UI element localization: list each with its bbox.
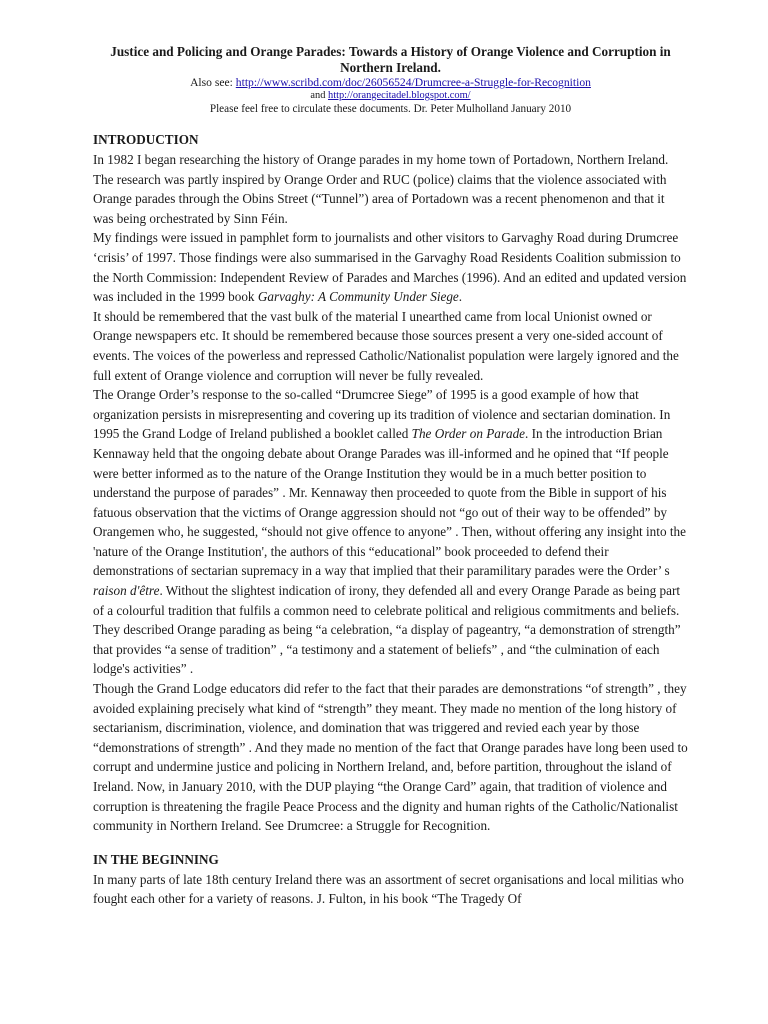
intro-p2-end: . bbox=[458, 289, 463, 305]
beginning-paragraph-1: In many parts of late 18th century Ireland there was an assortment of secret organisations and local militias who fought each other for a variety of reasons. J. Fulton, in his book “The Tragedy Of bbox=[93, 871, 684, 907]
also-see-label: Also see: bbox=[190, 76, 236, 89]
in-the-beginning-heading: IN THE BEGINNING bbox=[93, 851, 219, 867]
intro-paragraph-3: It should be remembered that the vast bulk of the material I unearthed came from local Unionist owned or Orange newspapers etc. It should be remembered because those sources present a very one-sided account of events. The voices of the powerless and repressed Catholic/Nationalist population were largely ignored and the full extent of Orange violence and corruption will never be fully revealed. bbox=[93, 308, 679, 383]
also-see-line bbox=[93, 76, 688, 90]
intro-paragraph-5: Though the Grand Lodge educators did refer to the fact that their parades are demonstrations “of strength” , they avoided explaining precisely what kind of “strength” they meant. They made no mention of the long history of sectarianism, discrimination, violence, and domination that was triggered and revied each year by those “demonstrations of strength” . And they made no mention of the fact that Orange parades have long been used to corrupt and undermine justice and policing in Northern Ireland, and, before partition, throughout the island of Ireland. Now, in January 2010, with the DUP playing “the Orange Card” again, that tradition of violence and corruption is threatening the fragile Peace Process and the dignity and human rights of the Catholic/Nationalist community in Northern Ireland. See Drumcree: a Struggle for Recognition. bbox=[93, 681, 688, 834]
introduction-heading: INTRODUCTION bbox=[93, 132, 199, 147]
scribd-link[interactable]: http://www.scribd.com/doc/26056524/Drumcree-a-Struggle-for-Recognition bbox=[235, 76, 591, 89]
document-title: Justice and Policing and Orange Parades: Towards a History of Orange Violence and Corruption in Northern Ireland. bbox=[110, 44, 671, 75]
blog-link[interactable]: http://orangecitadel.blogspot.com/ bbox=[328, 90, 471, 101]
intro-p4-text-a: The Orange Order’s response to the so-called “Drumcree Siege” of 1995 is a good example of how that organization persists in misrepresenting and covering up its tradition of violence and sectarian domination. In 1995 the Grand Lodge of Ireland published a booklet called bbox=[93, 387, 671, 442]
intro-paragraph-4 bbox=[93, 385, 688, 679]
intro-p2-text: My findings were issued in pamphlet form to journalists and other visitors to Garvaghy Road during Drumcree ‘crisis’ of 1997. Those findings were also summarised in the Garvaghy Road Residents Coalition submission to the North Commission: Independent Review of Parades and Marches (1996). And an edited and updated version was included in the 1999 book bbox=[93, 230, 687, 305]
author-note: Please feel free to circulate these documents. Dr. Peter Mulholland January 2010 bbox=[209, 103, 572, 115]
intro-paragraph-2 bbox=[93, 228, 688, 306]
and-line bbox=[93, 90, 688, 102]
circulate-note bbox=[93, 102, 688, 116]
intro-p4-text-b: . In the introduction Brian Kennaway held that the ongoing debate about Orange Parades was ill-informed and he opined that “If people were better informed as to the nature of the Orange Institution they would be in a much better position to understand the purpose of parades” . Mr. Kennaway then proceeded to quote from the Bible in support of his fatuous observation that the victims of Orange aggression should not “go out of their way to be offended” by Orangemen who, he suggested, “should not give offence to anyone” . Then, without offering any insight into the 'nature of the Orange Institution', the authors of this “educational” book proceeded to defend their demonstrations of sectarian supremacy in a way that implied that their paramilitary parades were the Order’ s bbox=[93, 426, 686, 579]
and-label: and bbox=[310, 90, 329, 101]
raison-detre: raison d'être bbox=[93, 583, 160, 599]
book-title-order-on-parade: The Order on Parade bbox=[411, 426, 526, 442]
intro-paragraph-1: In 1982 I began researching the history of Orange parades in my home town of Portadown, Northern Ireland. The research was partly inspired by Orange Order and RUC (police) claims that the violence associated with Orange parades through the Obins Street (“Tunnel”) area of Portadown was a recent phenomenon and that it was being orchestrated by Sinn Féin. bbox=[93, 152, 669, 226]
intro-p4-text-c: . Without the slightest indication of irony, they defended all and every Orange Parade as being part of a colourful tradition that fulfils a common need to celebrate political and religious commitments and beliefs. They described Orange parading as being “a celebration, “a display of pageantry, “a demonstration of strength” that provides “a sense of tradition” , “a testimony and a statement of beliefs” , and “the culmination of each lodge's activities” . bbox=[93, 583, 681, 677]
book-title-garvaghy: Garvaghy: A Community Under Siege bbox=[257, 289, 459, 305]
